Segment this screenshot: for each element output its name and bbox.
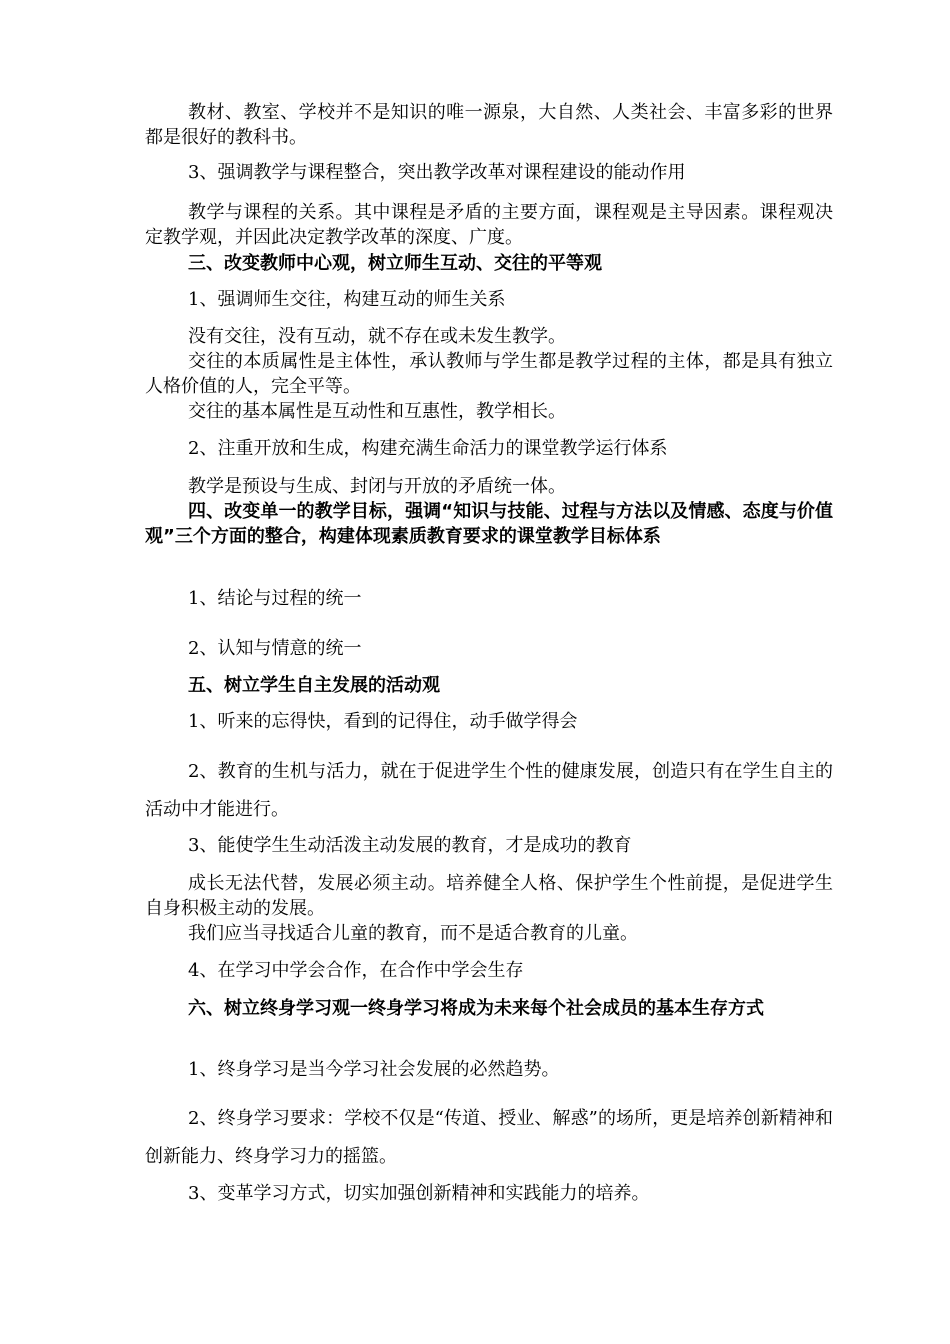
paragraph-no-interaction: 没有交往，没有互动，就不存在或未发生教学。 [188, 326, 566, 347]
paragraph-conclusion-process: 1、结论与过程的统一 [188, 588, 362, 609]
section-heading-five: 五、树立学生自主发展的活动观 [188, 675, 440, 696]
paragraph-textbook-sources: 教材、教室、学校并不是知识的唯一源泉，大自然、人类社会、丰富多彩的世界都是很好的教科书。 [145, 102, 833, 148]
paragraph-successful-education: 3、能使学生生动活泼主动发展的教育，才是成功的教育 [188, 835, 632, 856]
paragraph-learning-methods: 3、变革学习方式，切实加强创新精神和实践能力的培养。 [188, 1183, 650, 1204]
paragraph-interaction-reciprocity: 交往的基本属性是互动性和互惠性，教学相长。 [188, 401, 566, 422]
paragraph-vitality-of-education: 2、教育的生机与活力，就在于促进学生个性的健康发展，创造只有在学生自主的活动中才能进行。 [145, 761, 833, 820]
paragraph-teacher-student-interaction: 1、强调师生交往，构建互动的师生关系 [188, 289, 506, 310]
paragraph-teaching-curriculum-integration: 3、强调教学与课程整合，突出教学改革对课程建设的能动作用 [188, 162, 686, 183]
paragraph-lifelong-trend: 1、终身学习是当今学习社会发展的必然趋势。 [188, 1059, 560, 1080]
section-heading-three: 三、改变教师中心观，树立师生互动、交往的平等观 [188, 253, 602, 274]
paragraph-cooperation: 4、在学习中学会合作，在合作中学会生存 [188, 960, 524, 981]
section-heading-six: 六、树立终身学习观一终身学习将成为未来每个社会成员的基本生存方式 [188, 998, 764, 1019]
paragraph-learning-by-doing: 1、听来的忘得快，看到的记得住，动手做学得会 [188, 711, 578, 732]
paragraph-lifelong-requirements: 2、终身学习要求：学校不仅是“传道、授业、解惑”的场所，更是培养创新精神和创新能力、终身学习力的摇篮。 [145, 1108, 833, 1167]
paragraph-suitable-education: 我们应当寻找适合儿童的教育，而不是适合教育的儿童。 [188, 923, 638, 944]
paragraph-cognition-emotion: 2、认知与情意的统一 [188, 638, 362, 659]
paragraph-preset-generation: 教学是预设与生成、封闭与开放的矛盾统一体。 [188, 476, 566, 497]
paragraph-openness-generation: 2、注重开放和生成，构建充满生命活力的课堂教学运行体系 [188, 438, 668, 459]
paragraph-teaching-curriculum-relation: 教学与课程的关系。其中课程是矛盾的主要方面，课程观是主导因素。课程观决定教学观，并因此决定教学改革的深度、广度。 [145, 202, 833, 248]
paragraph-interaction-subjectivity: 交往的本质属性是主体性，承认教师与学生都是教学过程的主体，都是具有独立人格价值的人，完全平等。 [145, 351, 833, 397]
paragraph-growth-cannot-replace: 成长无法代替，发展必须主动。培养健全人格、保护学生个性前提，是促进学生自身积极主动的发展。 [145, 873, 833, 919]
section-heading-four: 四、改变单一的教学目标，强调“知识与技能、过程与方法以及情感、态度与价值观”三个方面的整合，构建体现素质教育要求的课堂教学目标体系 [145, 501, 833, 547]
